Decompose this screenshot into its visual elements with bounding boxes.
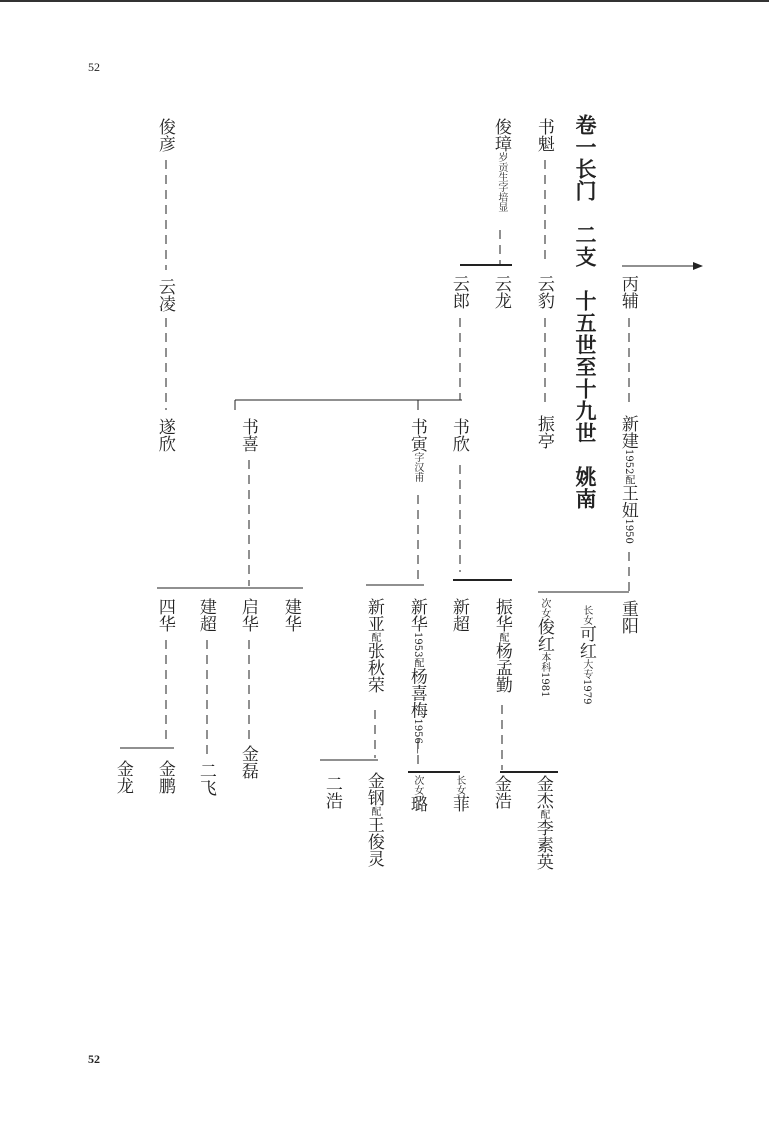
name-yunlang: 云郎 xyxy=(448,275,469,309)
name-xinhua: 新华1953配杨喜梅1956— xyxy=(406,598,427,754)
name-shuyin: 书寅字汉甫 xyxy=(406,418,427,482)
name-shuxi: 书喜 xyxy=(237,418,258,452)
name-erfei: 二飞 xyxy=(195,762,216,796)
name-bingfu: 丙辅 xyxy=(617,275,638,309)
name-jinlei: 金磊 xyxy=(237,745,258,779)
page-title: 卷一长门 二支 十五世至十九世 姚南 xyxy=(573,114,599,510)
name-zhenhua: 振华配杨孟勤 xyxy=(491,598,512,693)
name-suixin: 遂欣 xyxy=(154,418,175,452)
name-erhao: 二浩 xyxy=(321,775,342,809)
daughter-fei: 长女菲 xyxy=(448,775,469,812)
name-xinchao: 新超 xyxy=(448,598,469,632)
name-sihua: 四华 xyxy=(154,598,175,632)
name-junyan: 俊彦 xyxy=(154,118,175,152)
name-zhenting: 振亭 xyxy=(533,415,554,449)
daughter-junhong: 次女俊红本科1981 xyxy=(533,598,554,698)
name-yunbao: 云豹 xyxy=(533,275,554,309)
daughter-kehong: 长女可红大专1979 xyxy=(575,605,596,705)
name-yunlong: 云龙 xyxy=(490,275,511,309)
name-shuxin: 书欣 xyxy=(448,418,469,452)
daughter-lu: 次女璐 xyxy=(406,775,427,812)
name-shukui: 书魁 xyxy=(533,118,554,152)
name-junzhang: 俊璋岁贡生字培显 xyxy=(490,118,511,212)
name-yunling: 云凌 xyxy=(154,278,175,312)
name-qihua: 启华 xyxy=(237,598,258,632)
name-jianhua: 建华 xyxy=(280,598,301,632)
name-jinpeng: 金鹏 xyxy=(154,760,175,794)
page-number-top: 52 xyxy=(88,60,100,74)
name-xinya: 新亚配张秋荣 xyxy=(363,598,384,693)
name-xinjian: 新建1952配王妞1950 xyxy=(617,415,638,544)
name-jinjie: 金杰配李素英 xyxy=(532,775,553,870)
name-chongyang: 重阳 xyxy=(617,600,638,634)
name-jianchao: 建超 xyxy=(195,598,216,632)
page-number-bottom: 52 xyxy=(88,1052,100,1066)
name-jinhao: 金浩 xyxy=(490,775,511,809)
name-jingang: 金钢配王俊灵 xyxy=(363,772,384,867)
name-jinlong: 金龙 xyxy=(112,760,133,794)
